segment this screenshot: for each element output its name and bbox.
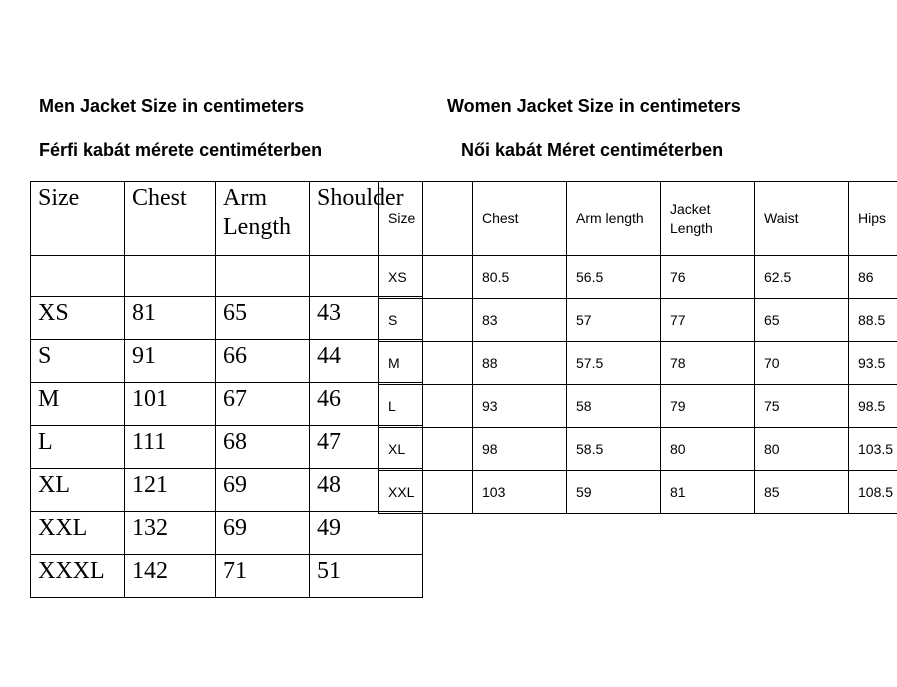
table-cell: 93.5 xyxy=(849,342,897,385)
table-cell: 46 xyxy=(310,383,423,426)
column-header: Jacket Length xyxy=(661,182,755,256)
table-cell: 80.5 xyxy=(473,256,567,299)
column-header: Shoulder xyxy=(310,182,423,256)
table-cell xyxy=(31,256,125,297)
table-cell: XXL xyxy=(379,471,473,514)
table-cell: 65 xyxy=(216,297,310,340)
table-cell: L xyxy=(379,385,473,428)
header-row xyxy=(31,182,423,256)
table-row xyxy=(31,297,423,340)
table-cell: 59 xyxy=(567,471,661,514)
table-cell xyxy=(125,256,216,297)
table-cell: 65 xyxy=(755,299,849,342)
table-cell: 69 xyxy=(216,469,310,512)
table-cell: 58.5 xyxy=(567,428,661,471)
table-cell: 98 xyxy=(473,428,567,471)
table-cell: XXXL xyxy=(31,555,125,598)
table-cell: 49 xyxy=(310,512,423,555)
table-cell: 93 xyxy=(473,385,567,428)
column-header: Arm length xyxy=(567,182,661,256)
table-cell: 44 xyxy=(310,340,423,383)
table-cell: 47 xyxy=(310,426,423,469)
table-cell: 78 xyxy=(661,342,755,385)
table-row xyxy=(379,299,897,342)
table-cell: 132 xyxy=(125,512,216,555)
table-cell: 70 xyxy=(755,342,849,385)
table-cell: 57 xyxy=(567,299,661,342)
men-size-table xyxy=(30,181,423,598)
table-cell: 80 xyxy=(755,428,849,471)
table-cell: 69 xyxy=(216,512,310,555)
men-table-title-english: Men Jacket Size in centimeters xyxy=(39,96,305,116)
women-size-table xyxy=(378,181,897,514)
table-row xyxy=(379,385,897,428)
column-header: Chest xyxy=(125,182,216,256)
table-cell: 58 xyxy=(567,385,661,428)
column-header: Size xyxy=(31,182,125,256)
table-cell: 98.5 xyxy=(849,385,897,428)
table-cell: 75 xyxy=(755,385,849,428)
column-header: Waist xyxy=(755,182,849,256)
women-table-title-english: Women Jacket Size in centimeters xyxy=(447,96,741,116)
table-cell: M xyxy=(31,383,125,426)
table-cell: 108.5 xyxy=(849,471,897,514)
table-row xyxy=(31,340,423,383)
table-cell: 81 xyxy=(125,297,216,340)
header-row xyxy=(379,182,897,256)
table-cell: XS xyxy=(31,297,125,340)
table-row xyxy=(379,471,897,514)
table-row xyxy=(31,512,423,555)
table-cell: 77 xyxy=(661,299,755,342)
table-cell: S xyxy=(31,340,125,383)
table-cell: 76 xyxy=(661,256,755,299)
table-cell: 80 xyxy=(661,428,755,471)
table-cell: 68 xyxy=(216,426,310,469)
table-cell: 48 xyxy=(310,469,423,512)
table-cell: 81 xyxy=(661,471,755,514)
table-cell: 91 xyxy=(125,340,216,383)
table-cell: M xyxy=(379,342,473,385)
table-row xyxy=(31,383,423,426)
table-cell: 103 xyxy=(473,471,567,514)
table-cell: 88.5 xyxy=(849,299,897,342)
table-cell: 103.5 xyxy=(849,428,897,471)
table-cell: 56.5 xyxy=(567,256,661,299)
table-cell: XL xyxy=(379,428,473,471)
table-row xyxy=(379,342,897,385)
column-header: Chest xyxy=(473,182,567,256)
table-cell: 121 xyxy=(125,469,216,512)
table-cell: 88 xyxy=(473,342,567,385)
table-cell: 67 xyxy=(216,383,310,426)
table-row xyxy=(31,426,423,469)
table-cell: 71 xyxy=(216,555,310,598)
table-cell: S xyxy=(379,299,473,342)
table-cell: 66 xyxy=(216,340,310,383)
table-cell: 51 xyxy=(310,555,423,598)
women-table-title-hungarian: Női kabát Méret centiméterben xyxy=(461,140,724,160)
table-cell: 83 xyxy=(473,299,567,342)
table-row xyxy=(379,428,897,471)
table-cell: 79 xyxy=(661,385,755,428)
table-row xyxy=(379,256,897,299)
table-cell: XL xyxy=(31,469,125,512)
table-cell: 111 xyxy=(125,426,216,469)
table-cell: XS xyxy=(379,256,473,299)
table-cell: 86 xyxy=(849,256,897,299)
column-header: Size xyxy=(379,182,473,256)
table-cell: XXL xyxy=(31,512,125,555)
table-cell: 142 xyxy=(125,555,216,598)
column-header: Hips xyxy=(849,182,897,256)
men-table-title-hungarian: Férfi kabát mérete centiméterben xyxy=(39,140,323,160)
table-row xyxy=(31,555,423,598)
table-cell: L xyxy=(31,426,125,469)
table-cell: 57.5 xyxy=(567,342,661,385)
table-row xyxy=(31,469,423,512)
table-cell: 43 xyxy=(310,297,423,340)
table-row xyxy=(31,256,423,297)
table-cell: 101 xyxy=(125,383,216,426)
column-header: Arm Length xyxy=(216,182,310,256)
table-cell: 85 xyxy=(755,471,849,514)
table-cell xyxy=(216,256,310,297)
table-cell: 62.5 xyxy=(755,256,849,299)
